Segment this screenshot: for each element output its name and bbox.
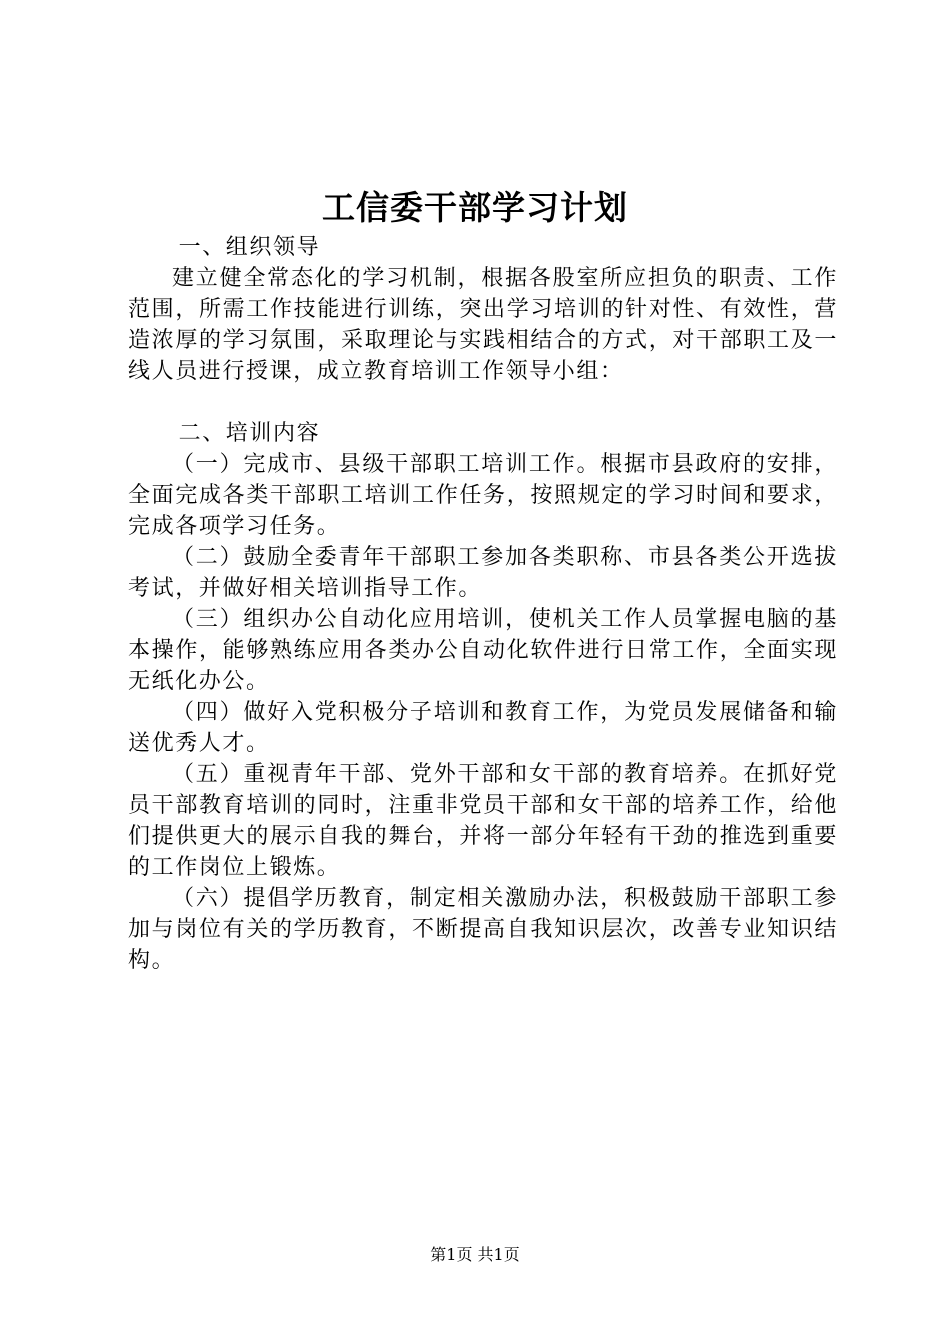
paragraph-item-2: （二）鼓励全委青年干部职工参加各类职称、市县各类公开选拔考试，并做好相关培训指导工作。 (128, 545, 838, 601)
paragraph-organization: 建立健全常态化的学习机制，根据各股室所应担负的职责、工作范围，所需工作技能进行训练，突出学习培训的针对性、有效性，营造浓厚的学习氛围，采取理论与实践相结合的方式，对干部职工及一线人员进行授课，成立教育培训工作领导小组： (128, 266, 838, 384)
paragraph-item-1: （一）完成市、县级干部职工培训工作。根据市县政府的安排，全面完成各类干部职工培训工作任务，按照规定的学习时间和要求，完成各项学习任务。 (128, 452, 838, 539)
document-title: 工信委干部学习计划 (322, 188, 628, 227)
document-body (128, 232, 838, 976)
paragraph-item-3: （三）组织办公自动化应用培训，使机关工作人员掌握电脑的基本操作，能够熟练应用各类办公自动化软件进行日常工作，全面实现无纸化办公。 (128, 607, 838, 694)
section-heading-training-content: 二、培训内容 (178, 421, 321, 446)
paragraph-item-5: （五）重视青年干部、党外干部和女干部的教育培养。在抓好党员干部教育培训的同时，注重非党员干部和女干部的培养工作，给他们提供更大的展示自我的舞台，并将一部分年轻有干劲的推选到重要的工作岗位上锻炼。 (128, 762, 838, 880)
page-footer: 第1页 共1页 (430, 1245, 520, 1264)
paragraph-item-4: （四）做好入党积极分子培训和教育工作，为党员发展储备和输送优秀人才。 (128, 700, 838, 756)
section-heading-organization: 一、组织领导 (178, 235, 321, 260)
paragraph-item-6: （六）提倡学历教育，制定相关激励办法，积极鼓励干部职工参加与岗位有关的学历教育，不断提高自我知识层次，改善专业知识结构。 (128, 886, 838, 973)
